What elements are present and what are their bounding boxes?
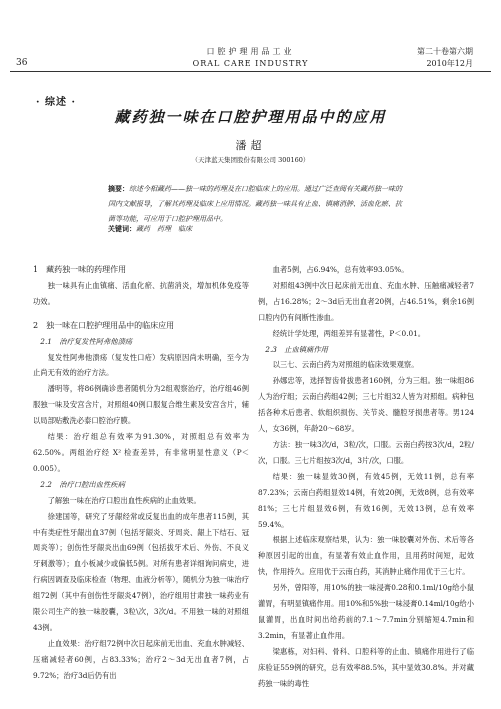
keywords-label: 关键词： [108, 224, 136, 233]
body-paragraph: 以三七、云南白药为对照组的临床效果观察。 [272, 360, 419, 370]
body-paragraph: 梁惠栋，对妇科、骨科、口腔科等的止血、镇痛作用进行了临床验证559例的研究，总有效率88.5%，其中显效30.8%。并对藏药独一味的毒性 [258, 646, 474, 688]
article-title: 藏药独一味在口腔护理用品中的应用 [114, 108, 387, 126]
body-column-left [33, 262, 249, 684]
body-paragraph: 结果：独一味显效30例，有效45例，无效11例，总有率87.23%；云南白药组显效14例，有效20例，无效8例，总有效率81%；三七片组显效6例，有效16例，无效13例，总有效率59.4%。 [258, 471, 474, 529]
section-gap [33, 310, 249, 318]
body-paragraph: 了解独一味在治疗口腔出血性疾病的止血效果。 [47, 495, 201, 505]
journal-name-en: ORAL CARE INDUSTRY [192, 59, 309, 68]
issue-info [417, 46, 473, 70]
body-paragraph: 经统计学处理，两组差异有显著性，P＜0.01。 [272, 328, 426, 338]
affiliation: （天津蓝天集团股份有限公司 300160） [191, 156, 310, 164]
abstract-text: 综述今相藏药——独一味的药理及在口腔临床上的应用。通过广泛查阅有关藏药独一味的国内文献报导，了解其药理及临床上应用情况。藏药独一味具有止血、镇痛消肿、活血化瘀、抗菌等功能，可应用于口腔护理用品中。 [108, 185, 402, 223]
body-paragraph: 潘明等，将86例确诊患者随机分为2组观察治疗，治疗组46例服独一味及安宫含片，对照组40例口服复合维生素及安宫含片，辅以局部贴敷洗必泰口腔治疗膜。 [33, 384, 249, 426]
body-paragraph: 独一味具有止血镇痛、活血化瘀、抗菌消炎，增加机体免疫等功效。 [33, 280, 249, 306]
body-paragraph: 孙娜忠等，选择智齿骨拔患者160例，分为三组。独一味组86人为治疗组；云南白药组42例；三七片组32人皆为对照组。病种包括各种术后患者、软组织损伤、关节炎、髓腔牙损患者等。男124人，女36例，年龄20～68岁。 [258, 376, 474, 434]
abstract-label: 摘要： [108, 184, 129, 193]
keywords-text: 藏药 药理 临床 [136, 225, 192, 233]
section-heading: 1 藏药独一味的药理作用 [33, 265, 127, 274]
column-label: · 综述 · [36, 97, 76, 108]
body-paragraph: 止血效果：治疗组72例中次日起床前无出血、充血水肿减轻、压痛减轻者60例，占83.33%；治疗2～3d无出血者7例，占9.72%；治疗3d后仍有出 [33, 638, 249, 680]
subsection-heading: 2.1 治疗复发性阿弗他溃疡 [40, 336, 133, 346]
subsection-heading: 2.3 止血镇痛作用 [265, 344, 328, 354]
body-paragraph: 复发性阿弗他溃疡（复发性口疮）发病原因尚未明确，至今为止尚无有效的治疗方法。 [33, 352, 249, 378]
journal-name-cn: 口腔护理用品工业 [206, 47, 295, 56]
body-paragraph: 对照组43例中次日起床前无出血、充血水肿、压触痛减轻者7例，占16.28%；2～3d后无出血者20例，占46.51%，剩余16例口腔内仍有间断性渗血。 [258, 280, 474, 322]
header-divider [10, 71, 491, 72]
subsection-heading: 2.2 治疗口腔出血性疾病 [40, 479, 125, 489]
body-column-right [258, 262, 474, 691]
section-heading: 2 独一味在口腔护理用品中的临床应用 [33, 320, 175, 330]
body-paragraph: 根据上述临床观察结果，认为：独一味胶囊对外伤、术后等各种原因引起的出血，有显著有效止血作用，且用药时间短，起效快，作用持久。应用优于云南白药，其消肿止痛作用优于三七片。 [258, 535, 474, 577]
author: 潘超 [235, 139, 266, 152]
body-paragraph: 方法：独一味3次/d，3粒/次，口服。云南白药按3次/d，2粒/次，口服。三七片组按3次/d，3片/次，口服。 [258, 439, 474, 465]
body-paragraph: 血者5例，占6.94%，总有效率93.05%。 [272, 265, 409, 274]
issue-date: 2010年12月 [426, 59, 473, 68]
page-number: 36 [16, 58, 28, 68]
body-paragraph: 结果：治疗组总有效率为91.30%，对照组总有效率为62.50%。两组治疗经 X² 检查差异，有非常明显性意义（P＜0.005）。 [33, 432, 249, 473]
keywords [108, 224, 408, 234]
body-paragraph: 另外，曾阳等，用10%的独一味浸膏0.28和0.1ml/10g给小鼠灌胃，有明显镇痛作用。用10%和5%独一味浸膏0.14ml/10g给小鼠灌胃，出血时间出给药前的7.1～7.7min分别缩短4.7min和3.2min，有显著止血作用。 [258, 583, 474, 640]
volume-issue: 第二十卷第六期 [417, 47, 473, 56]
body-paragraph: 徐建国等，研究了牙龈经常或反复出血的成年患者115例，其中有类症性牙龈出血37例（包括牙龈炎、牙周炎、龈上下结石、冠周炎等）；创伤性牙龈炎出血69例（包括拔牙术后、外伤、不良义牙刺激等）；血小板减少或偏低5例。对所有患者详细询问病史，进行病因调查及临床检查（物理、血液分析等），随机分为独一味治疗组72例（其中有创伤性牙龈炎47例），治疗组用甘肃独一味药业有限公司生产的独一味胶囊，3粒\次，3次/d。不用独一味的对照组43例。 [33, 511, 249, 632]
abstract [108, 181, 408, 227]
